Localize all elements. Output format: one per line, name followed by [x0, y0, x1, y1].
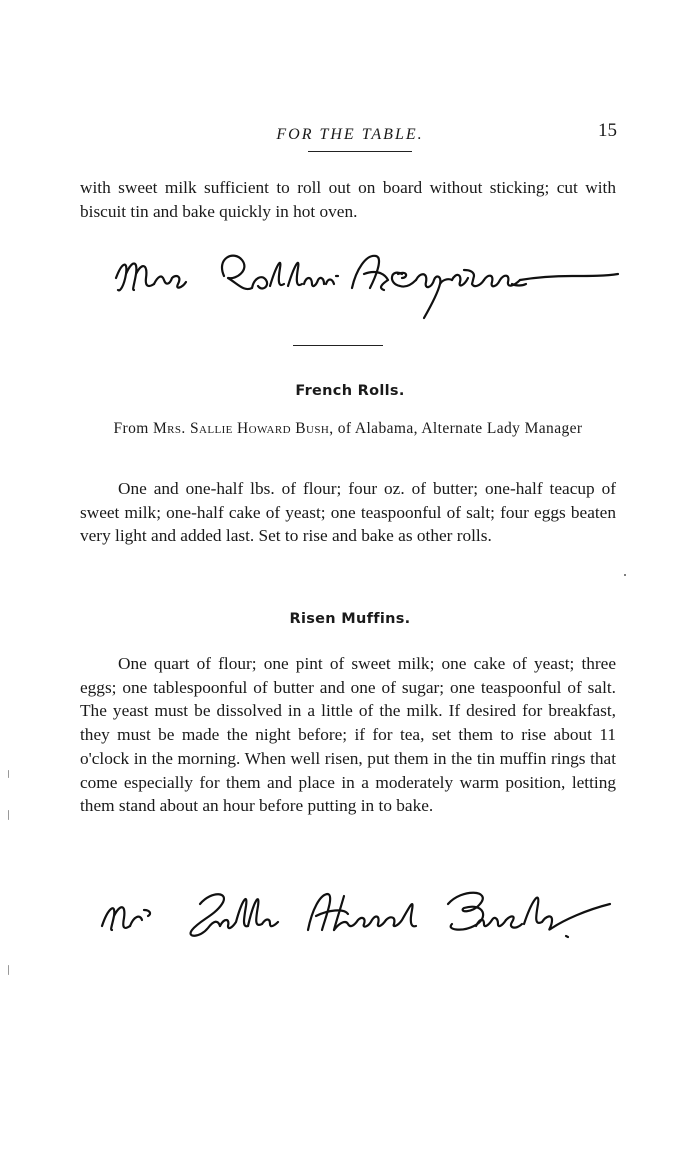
header-rule [308, 151, 412, 152]
page-number: 15 [598, 120, 617, 141]
recipe-attribution [78, 418, 618, 440]
risen-muffins-paragraph: One quart of flour; one pint of sweet milk; one cake of yeast; three eggs; one tablespoonful of butter and one of sugar; one teaspoonful of salt. The yeast must be dissolved in a little of the milk. If desired for breakfast, they must be made the night before; if for tea, set them to rise about 11 o'clock in the morning. When well risen, put them in the tin muffin rings that come especially for them and place in a moderately warm position, letting them stand about an hour before putting in to bake. [80, 654, 616, 816]
french-rolls-paragraph: One and one-half lbs. of flour; four oz. of butter; one-half teacup of sweet milk; one-half cake of yeast; one teaspoonful of salt; four eggs beaten very light and added last. Set to rise and bake as other rolls. [80, 479, 616, 546]
paper-speck [8, 770, 9, 778]
signature-edgerton [112, 240, 624, 320]
running-head: FOR THE TABLE. [276, 126, 424, 143]
continuation-paragraph: with sweet milk sufficient to roll out on board without sticking; cut with biscuit tin and bake quickly in hot oven. [80, 178, 616, 221]
paper-speck [624, 574, 626, 576]
attribution-prefix: From [113, 420, 149, 437]
attribution-name: Mrs. Sallie Howard Bush, [153, 420, 334, 437]
paper-speck [8, 810, 9, 820]
attribution-suffix: of Alabama, Alternate Lady Manager [337, 420, 583, 437]
signature-bush [96, 880, 616, 950]
section-divider [293, 345, 383, 346]
recipe-title-french-rolls: French Rolls. [295, 383, 405, 399]
recipe-title-risen-muffins: Risen Muffins. [289, 611, 411, 627]
paper-speck [8, 965, 9, 975]
